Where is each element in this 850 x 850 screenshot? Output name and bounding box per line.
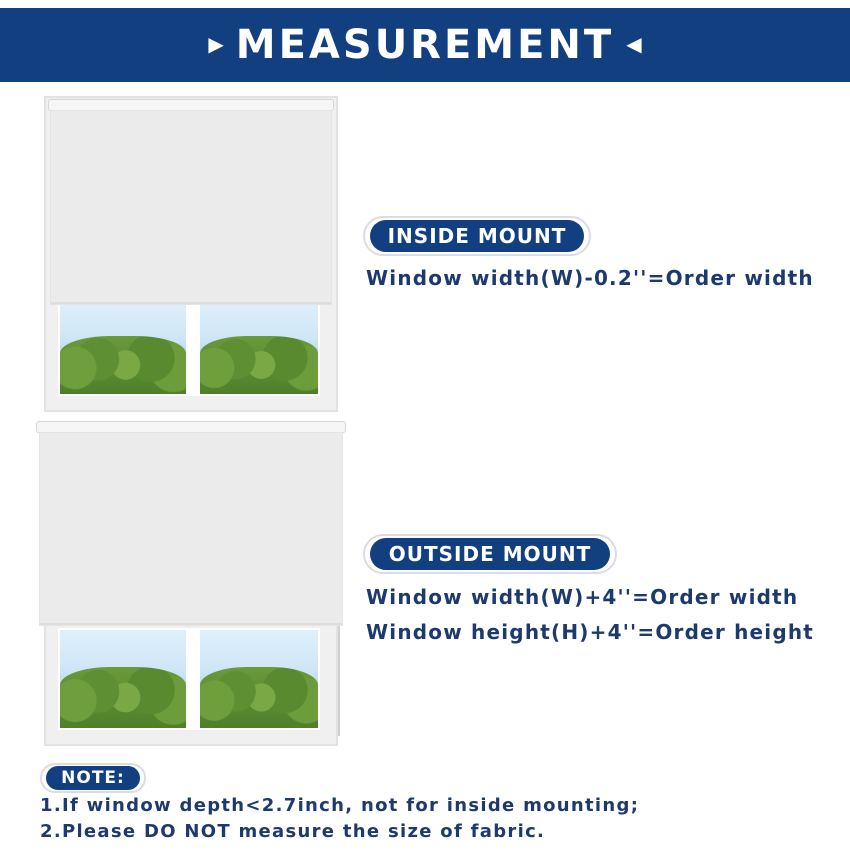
window-pane-left [58, 628, 188, 730]
right-triangle-icon: ◀ [626, 32, 642, 56]
outside-mount-height-formula: Window height(H)+4''=Order height [366, 620, 815, 644]
inside-mount-badge [363, 216, 591, 256]
trees-image [60, 336, 186, 394]
window-pane-right [198, 628, 320, 730]
inside-mount-label: INSIDE MOUNT [370, 220, 584, 252]
shade-cord [338, 626, 340, 736]
roller-shade [50, 110, 332, 305]
outside-mount-label: OUTSIDE MOUNT [370, 538, 610, 570]
left-triangle-icon: ▶ [208, 32, 224, 56]
note-label: NOTE: [46, 766, 140, 790]
window-mullion [188, 298, 198, 396]
window-pane-right [198, 298, 320, 396]
note-item-2: 2.Please DO NOT measure the size of fabric. [40, 821, 546, 842]
header-banner [0, 8, 850, 82]
trees-image [60, 667, 186, 728]
trees-image [200, 667, 318, 728]
note-item-1: 1.If window depth<2.7inch, not for inside mounting; [40, 795, 640, 816]
trees-image [200, 336, 318, 394]
roller-shade [39, 432, 343, 626]
window-mullion [188, 628, 198, 730]
note-badge [40, 763, 146, 793]
page-title: MEASUREMENT [235, 22, 615, 68]
outside-mount-badge [363, 534, 617, 574]
outside-mount-width-formula: Window width(W)+4''=Order width [366, 585, 799, 609]
window-pane-left [58, 298, 188, 396]
inside-mount-formula: Window width(W)-0.2''=Order width [366, 266, 814, 290]
